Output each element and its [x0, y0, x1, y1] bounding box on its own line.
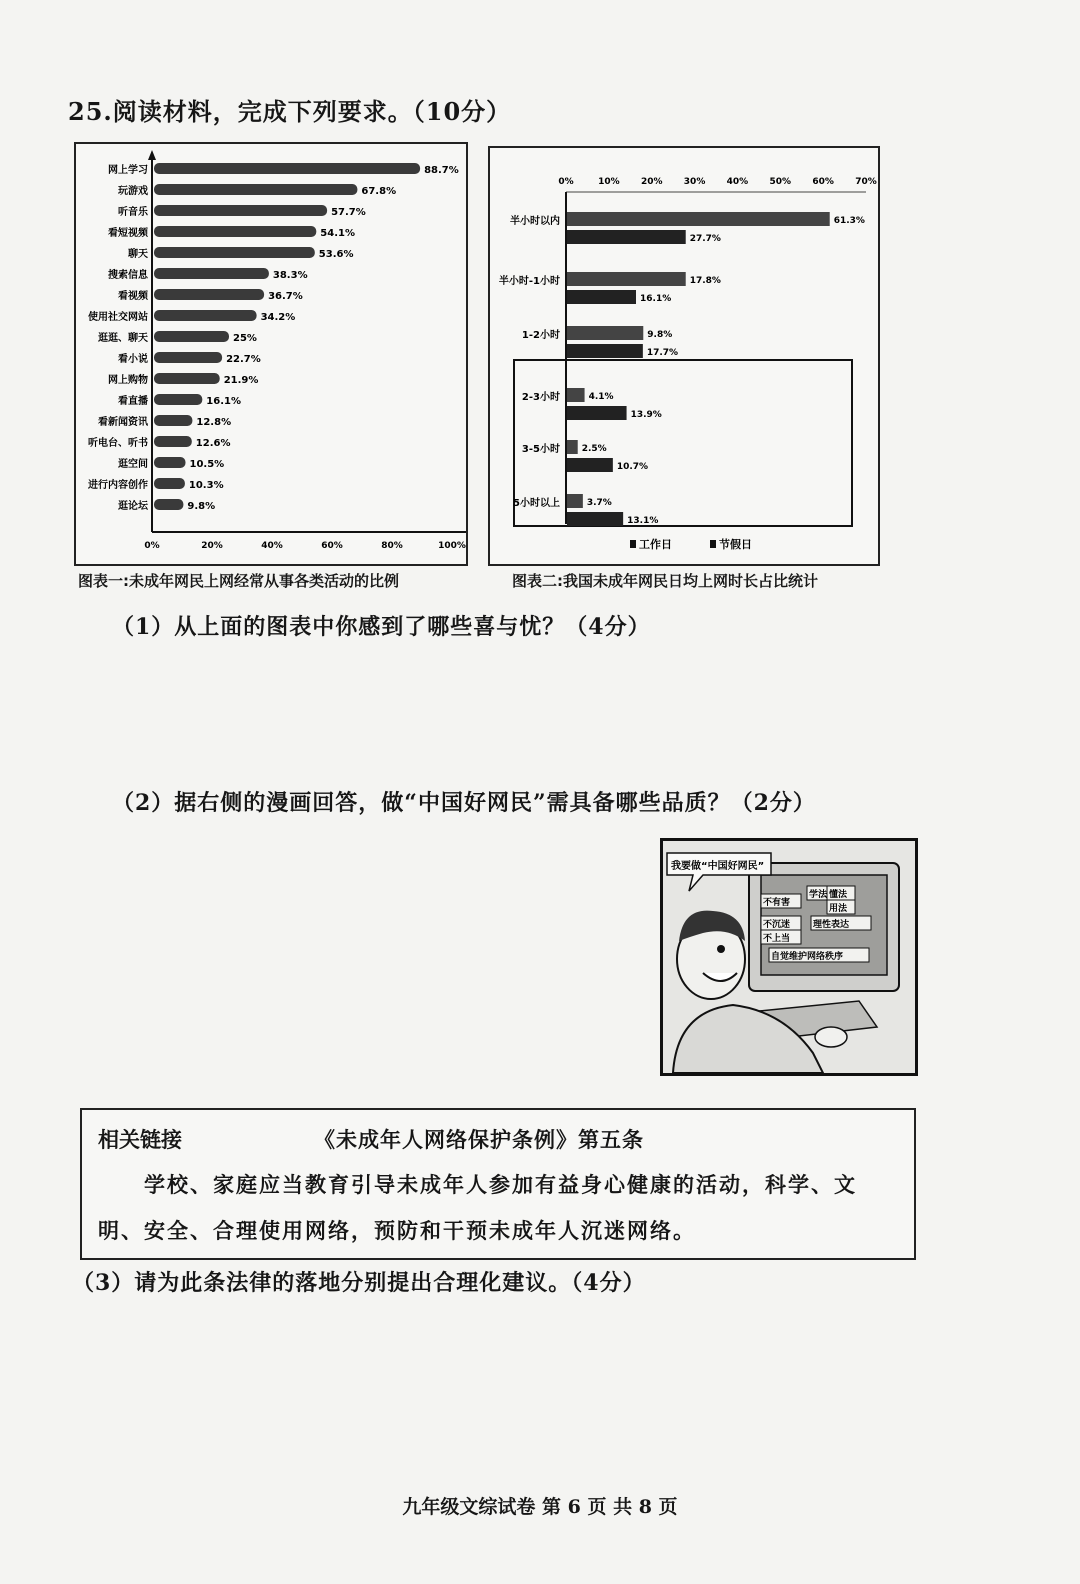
category-label: 逛空间 — [118, 459, 148, 470]
category-label: 看视频 — [118, 291, 148, 302]
value-label: 34.2% — [260, 312, 296, 323]
law-title: 《未成年人网络保护条例》第五条 — [314, 1127, 644, 1152]
bar — [567, 494, 583, 508]
bar — [567, 272, 686, 286]
x-tick-label: 0% — [558, 177, 574, 187]
value-label: 10.5% — [189, 459, 225, 470]
value-label: 61.3% — [833, 216, 865, 226]
related-link-box — [80, 1108, 916, 1260]
chart-duration-caption: 图表二:我国未成年网民日均上网时长占比统计 — [512, 572, 819, 590]
x-tick-label: 40% — [726, 177, 749, 187]
chart-activities — [74, 142, 468, 566]
category-label: 使用社交网站 — [88, 312, 148, 323]
category-label: 听音乐 — [118, 207, 148, 218]
x-tick-label: 0% — [144, 541, 160, 551]
bar — [154, 352, 222, 363]
category-label: 逛逛、聊天 — [98, 333, 148, 344]
bar — [567, 388, 585, 402]
law-article-text: 学校、家庭应当教育引导未成年人参加有益身心健康的活动，科学、文明、安全、合理使用网络，预防和干预未成年人沉迷网络。 — [98, 1172, 857, 1243]
bar — [154, 289, 264, 300]
value-label: 38.3% — [272, 270, 308, 281]
y-axis-arrow — [148, 150, 156, 160]
comic-speech-text: 我要做“中国好网民” — [671, 861, 765, 872]
x-tick-label: 50% — [769, 177, 792, 187]
bar — [154, 163, 420, 174]
category-label: 看小说 — [118, 354, 148, 365]
legend-label: 节假日 — [719, 538, 752, 551]
x-tick-label: 10% — [598, 177, 620, 187]
x-tick-label: 40% — [261, 541, 283, 551]
value-label: 16.1% — [206, 396, 242, 407]
bar — [567, 406, 627, 420]
x-tick-label: 70% — [855, 177, 877, 187]
comic-sign-text: 懂法 — [829, 890, 848, 900]
comic-sign-text: 学法 — [809, 890, 828, 900]
bar — [154, 457, 186, 468]
value-label: 36.7% — [268, 291, 303, 302]
bar — [154, 478, 185, 489]
category-label: 半小时以内 — [510, 216, 560, 227]
value-label: 17.7% — [646, 348, 679, 358]
related-link-heading: 相关链接 — [98, 1127, 182, 1152]
chart-duration-svg — [490, 148, 878, 564]
highlight-box — [514, 360, 852, 526]
value-label: 4.1% — [588, 392, 614, 402]
comic-sign-text: 不沉迷 — [763, 920, 791, 930]
chart-activities-caption: 图表一:未成年网民上网经常从事各类活动的比例 — [78, 572, 400, 590]
x-tick-label: 30% — [683, 177, 706, 187]
bar — [154, 373, 220, 384]
bar — [154, 331, 229, 342]
value-label: 54.1% — [320, 228, 356, 239]
category-label: 看直播 — [118, 396, 148, 407]
category-label: 逛论坛 — [118, 501, 148, 512]
bar — [154, 415, 192, 426]
category-label: 玩游戏 — [118, 186, 148, 197]
value-label: 12.8% — [196, 417, 232, 428]
chart-duration — [488, 146, 880, 566]
bar — [567, 326, 643, 340]
bar — [154, 499, 183, 510]
x-tick-label: 100% — [438, 541, 466, 551]
category-label: 看短视频 — [108, 228, 148, 239]
comic-sign-text: 用法 — [829, 904, 848, 914]
comic-sign-text: 理性表达 — [813, 920, 850, 930]
category-label: 搜索信息 — [108, 270, 148, 281]
value-label: 22.7% — [226, 354, 261, 365]
sub-question-3: （3）请为此条法律的落地分别提出合理化建议。（4分） — [72, 1270, 646, 1296]
value-label: 10.3% — [188, 480, 224, 491]
legend-swatch — [630, 540, 636, 548]
bar — [154, 394, 202, 405]
category-label: 5小时以上 — [513, 498, 560, 509]
value-label: 27.7% — [689, 234, 721, 244]
bar — [154, 310, 257, 321]
comic-sign-text: 不上当 — [763, 934, 791, 944]
comic-signs — [761, 886, 871, 962]
bar — [567, 290, 636, 304]
value-label: 53.6% — [318, 249, 354, 260]
value-label: 3.7% — [586, 498, 612, 508]
bar — [567, 344, 643, 358]
comic-illustration — [660, 838, 918, 1076]
value-label: 21.9% — [223, 375, 259, 386]
legend-swatch — [710, 540, 716, 548]
question-title: 25.阅读材料，完成下列要求。（10分） — [68, 97, 512, 126]
value-label: 57.7% — [331, 207, 366, 218]
category-label: 进行内容创作 — [88, 480, 148, 491]
category-label: 听电台、听书 — [88, 438, 148, 449]
value-label: 9.8% — [187, 501, 216, 512]
bar — [154, 268, 269, 279]
category-label: 半小时-1小时 — [498, 276, 560, 287]
bar — [567, 458, 613, 472]
value-label: 16.1% — [640, 294, 672, 304]
value-label: 9.8% — [647, 330, 673, 340]
category-label: 网上购物 — [108, 375, 148, 386]
value-label: 12.6% — [195, 438, 231, 449]
bar — [567, 212, 830, 226]
x-tick-label: 20% — [201, 541, 223, 551]
bar — [154, 436, 192, 447]
comic-sign-text: 不有害 — [763, 898, 791, 908]
x-tick-label: 20% — [640, 177, 663, 187]
legend-label: 工作日 — [639, 538, 672, 551]
value-label: 13.9% — [630, 410, 662, 420]
value-label: 88.7% — [424, 165, 459, 176]
comic-sign-text: 自觉维护网络秩序 — [771, 952, 844, 962]
value-label: 67.8% — [361, 186, 397, 197]
sub-question-2: （2）据右侧的漫画回答，做“中国好网民”需具备哪些品质？（2分） — [112, 790, 816, 816]
bar — [567, 230, 686, 244]
bar — [154, 247, 315, 258]
category-label: 3-5小时 — [521, 444, 560, 455]
category-label: 1-2小时 — [521, 330, 560, 341]
bar — [154, 184, 357, 195]
value-label: 10.7% — [616, 462, 649, 472]
page-footer: 九年级文综试卷 第 6 页 共 8 页 — [402, 1496, 678, 1518]
x-tick-label: 60% — [321, 541, 343, 551]
chart-activities-svg — [76, 144, 466, 564]
value-label: 25% — [233, 333, 257, 344]
value-label: 13.1% — [627, 516, 659, 526]
x-tick-label: 60% — [812, 177, 834, 187]
value-label: 2.5% — [581, 444, 607, 454]
category-label: 2-3小时 — [521, 392, 560, 403]
category-label: 聊天 — [128, 249, 148, 260]
bar — [154, 226, 316, 237]
bar — [567, 512, 623, 526]
category-label: 看新闻资讯 — [98, 417, 148, 428]
comic-drawing — [663, 841, 915, 1073]
value-label: 17.8% — [689, 276, 721, 286]
bar — [567, 440, 578, 454]
x-tick-label: 80% — [381, 541, 403, 551]
sub-question-1: （1）从上面的图表中你感到了哪些喜与忧？（4分） — [112, 614, 651, 640]
category-label: 网上学习 — [108, 165, 148, 176]
bar — [154, 205, 327, 216]
